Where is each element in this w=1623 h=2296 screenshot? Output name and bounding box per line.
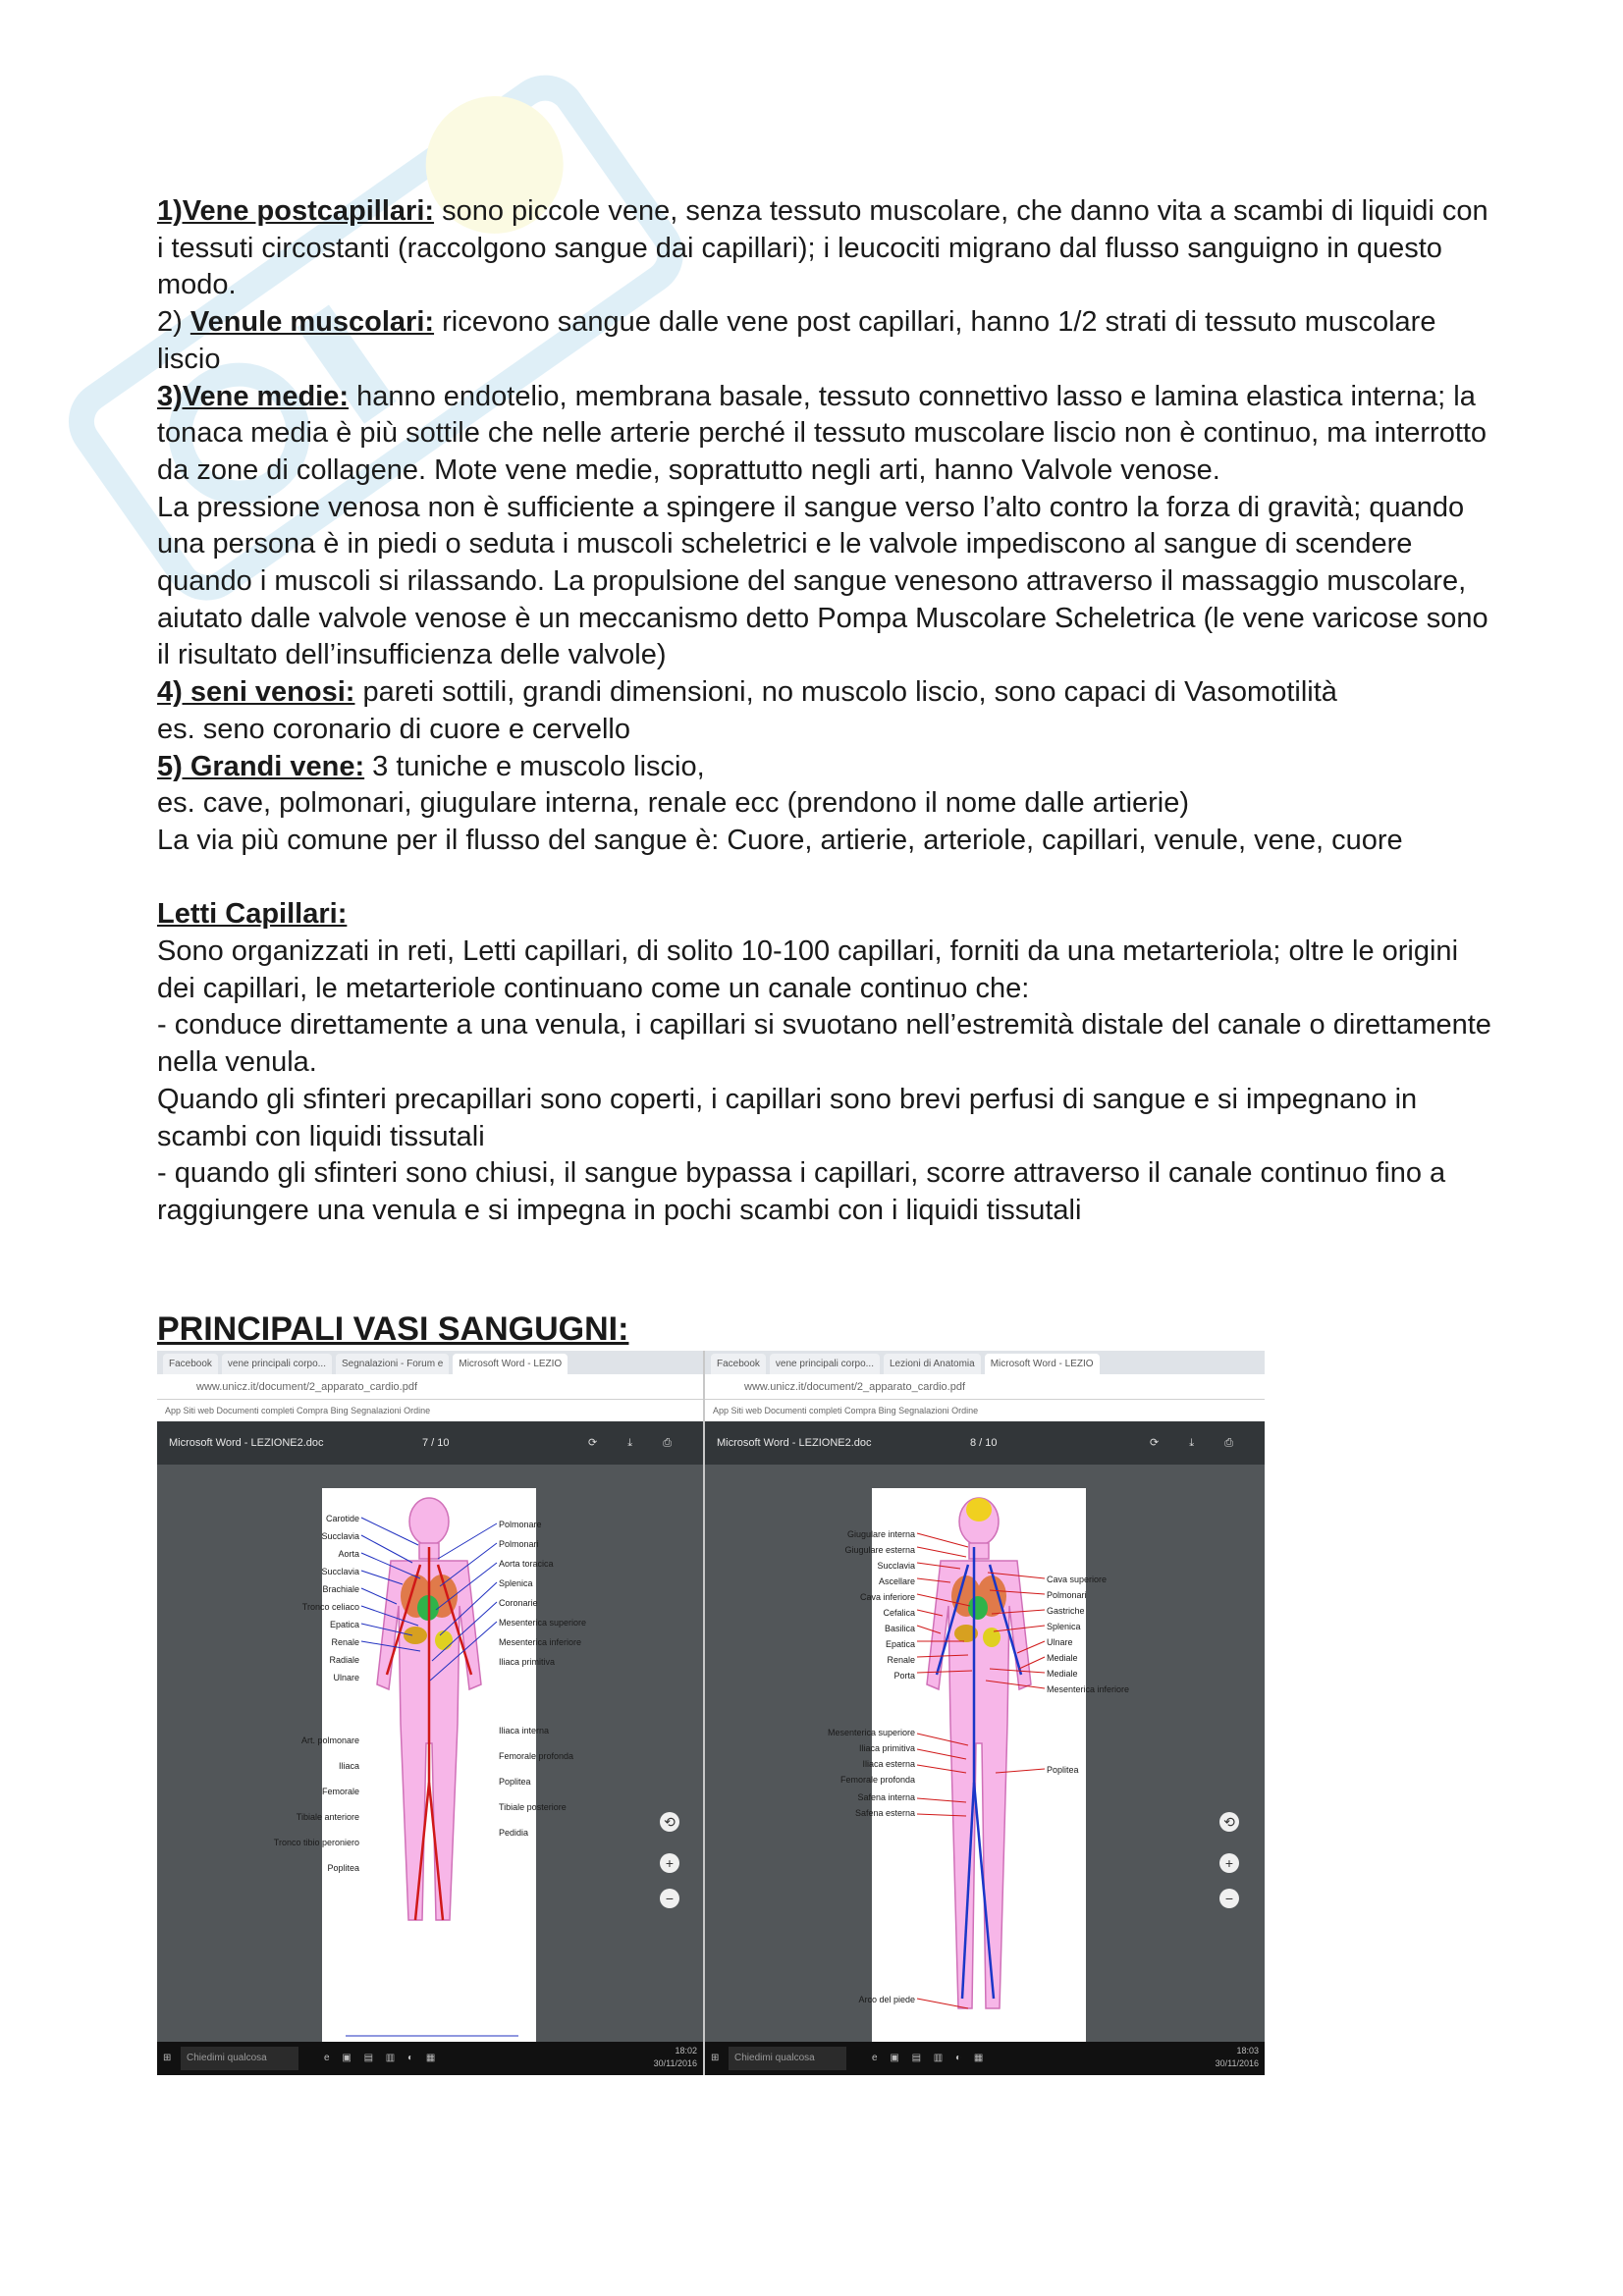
heading-venule-muscolari: Venule muscolari:	[189, 306, 435, 339]
figure-label: Iliaca esterna	[862, 1759, 915, 1769]
example-grandi-vene: es. cave, polmonari, giugulare interna, renale ecc (prendono il nome dalle artierie)	[157, 787, 1190, 820]
heading-letti-capillari: Letti Capillari:	[157, 898, 348, 931]
paragraph-grandi-vene	[157, 749, 1492, 786]
figure-label: Splenica	[1047, 1622, 1081, 1631]
figure-label: Arco del piede	[858, 1995, 915, 2004]
figure-label: Tronco celiaco	[301, 1602, 359, 1612]
figure-label: Polmonari	[499, 1539, 539, 1549]
browser-tab: Segnalazioni - Forum e	[336, 1354, 449, 1374]
figure-label: Aorta	[338, 1549, 359, 1559]
figure-label: Iliaca interna	[499, 1726, 550, 1735]
figure-label: Brachiale	[322, 1584, 359, 1594]
paragraph-flusso-sangue: La via più comune per il flusso del sangue è: Cuore, artierie, arteriole, capillari, venule, vene, cuore	[157, 824, 1403, 856]
figure-label: Splenica	[499, 1578, 533, 1588]
figure-label: Ascellare	[878, 1576, 915, 1586]
figure-label: Polmonari	[1047, 1590, 1087, 1600]
figure-label: Safena interna	[857, 1792, 915, 1802]
embedded-screenshots	[157, 1351, 1265, 2075]
figure-label: Iliaca primitiva	[858, 1743, 915, 1753]
figure-label: Femorale profonda	[499, 1751, 574, 1761]
paragraph-venule-muscolari	[157, 304, 1492, 378]
figure-label: Mediale	[1047, 1669, 1078, 1679]
heading-seni-venosi: 4) seni venosi:	[157, 676, 355, 709]
pdf-page-indicator: 7 / 10	[422, 1437, 450, 1449]
windows-start-icon[interactable]: ⊞	[163, 2053, 172, 2063]
figure-label: Giugulare esterna	[844, 1545, 915, 1555]
figure-label: Porta	[893, 1671, 915, 1681]
figure-label: Poplitea	[1047, 1765, 1079, 1775]
figure-label: Mesenterica inferiore	[1047, 1684, 1130, 1694]
labels-right	[1047, 1575, 1129, 1775]
figure-label: Coronarie	[499, 1598, 538, 1608]
figure-label: Aorta toracica	[499, 1559, 554, 1569]
figure-label: Polmonare	[499, 1520, 542, 1529]
pdf-toolbar	[157, 1421, 703, 1465]
pdf-page	[827, 1488, 1130, 2048]
figure-label: Succlavia	[321, 1531, 359, 1541]
taskbar-date: 30/11/2016	[1215, 2058, 1259, 2068]
zoom-out-button[interactable]: −	[1219, 1889, 1239, 1908]
pdf-tools-icon: ⟳ ⤓ ⎙	[588, 1437, 685, 1449]
fit-page-button[interactable]: ⟲	[660, 1812, 679, 1832]
figure-label: Cefalica	[883, 1608, 915, 1618]
example-seni-venosi: es. seno coronario di cuore e cervello	[157, 713, 630, 745]
pdf-title: Microsoft Word - LEZIONE2.doc	[717, 1437, 872, 1449]
figure-label: Iliaca primitiva	[499, 1657, 556, 1667]
figure-label: Ulnare	[333, 1673, 359, 1682]
pdf-page-indicator: 8 / 10	[970, 1437, 998, 1449]
text-vene-postcapillari: sono piccole vene, senza tessuto muscolare, che danno vita a scambi di liquidi con i tessuti circostanti (raccolgono sangue dai capillari); i leucociti migrano dal flusso sanguigno in questo modo.	[157, 195, 1488, 301]
taskbar-date: 30/11/2016	[653, 2058, 697, 2068]
heading-vene-postcapillari: 1)Vene postcapillari:	[157, 195, 435, 227]
browser-tab: vene principali corpo...	[222, 1354, 332, 1374]
paragraph-sfinteri-coperti: Quando gli sfinteri precapillari sono coperti, i capillari sono brevi perfusi di sangue e si impegnano in scambi con liquidi tissutali	[157, 1083, 1418, 1152]
paragraph-letti-capillari-heading	[157, 896, 1492, 934]
text-venule-muscolari: ricevono sangue dalle vene post capillari, hanno 1/2 strati di tessuto muscolare liscio	[157, 306, 1436, 375]
figure-label: Epatica	[329, 1620, 359, 1629]
figure-label: Carotide	[325, 1514, 359, 1523]
bookmarks-bar: App Siti web Documenti completi Compra Bing Segnalazioni Ordine	[157, 1400, 703, 1422]
zoom-in-button[interactable]: +	[660, 1853, 679, 1873]
figure-label: Femorale	[321, 1787, 359, 1796]
taskbar-clock	[1216, 2045, 1259, 2070]
document-body	[157, 193, 1492, 1230]
figure-label: Pedidia	[499, 1828, 529, 1838]
address-bar: www.unicz.it/document/2_apparato_cardio.pdf	[157, 1374, 703, 1400]
taskbar-clock	[654, 2045, 697, 2070]
paragraph-conduce-venula: - conduce direttamente a una venula, i capillari si svuotano nell’estremità distale del canale o direttamente nella venula.	[157, 1009, 1491, 1079]
taskbar-search[interactable]: Chiedimi qualcosa	[729, 2047, 846, 2070]
pdf-title: Microsoft Word - LEZIONE2.doc	[169, 1437, 324, 1449]
figure-label: Basilica	[884, 1624, 915, 1633]
paragraph-sfinteri-chiusi: - quando gli sfinteri sono chiusi, il sangue bypassa i capillari, scorre attraverso il canale continuo fino a raggiungere una venula e si impegna in pochi scambi con i liquidi tissutali	[157, 1157, 1446, 1226]
fit-page-button[interactable]: ⟲	[1219, 1812, 1239, 1832]
screenshot-arteries	[157, 1351, 705, 2075]
figure-label: Poplitea	[327, 1863, 359, 1873]
figure-label: Mesenterica inferiore	[499, 1637, 582, 1647]
figure-label: Renale	[331, 1637, 359, 1647]
windows-taskbar	[705, 2042, 1265, 2075]
paragraph-seni-venosi	[157, 674, 1492, 712]
figure-label: Ulnare	[1047, 1637, 1073, 1647]
heading-vene-medie: 3)Vene medie:	[157, 380, 350, 412]
figure-label: Epatica	[885, 1639, 915, 1649]
figure-label: Cava superiore	[1047, 1575, 1108, 1584]
browser-tab-active: Microsoft Word - LEZIO	[453, 1354, 568, 1374]
labels-left	[828, 1529, 915, 2004]
figure-label: Mesenterica superiore	[499, 1618, 587, 1628]
figure-label: Succlavia	[321, 1567, 359, 1576]
taskbar-time: 18:03	[1236, 2046, 1259, 2056]
figure-label: Mediale	[1047, 1653, 1078, 1663]
section-title: PRINCIPALI VASI SANGUGNI:	[157, 1310, 629, 1348]
figure-label: Iliaca	[338, 1761, 359, 1771]
figure-label: Safena esterna	[854, 1808, 915, 1818]
figure-label: Tibiale anteriore	[296, 1812, 359, 1822]
windows-taskbar	[157, 2042, 703, 2075]
text-seni-venosi: pareti sottili, grandi dimensioni, no muscolo liscio, sono capaci di Vasomotilità	[354, 676, 1337, 709]
body-silhouette	[927, 1498, 1031, 2008]
browser-tab: Facebook	[711, 1354, 766, 1374]
labels-right	[499, 1520, 586, 1838]
figure-label: Renale	[887, 1655, 915, 1665]
paragraph-pressione-venosa: La pressione venosa non è sufficiente a spingere il sangue verso l’alto contro la forza di gravità; quando una persona è in piedi o seduta i muscoli scheletrici e le valvole impediscono al sangue di scendere quando i muscoli si rilassando. La propulsione del sangue venesono attraverso il massaggio muscolare, aiutato dalle valvole venose è un meccanismo detto Pompa Muscolare Scheletrica (le vene varicose sono il risultato dell’insufficienza delle valvole)	[157, 491, 1488, 671]
figure-label: Poplitea	[499, 1777, 531, 1787]
address-bar: www.unicz.it/document/2_apparato_cardio.pdf	[705, 1374, 1265, 1400]
text-grandi-vene: 3 tuniche e muscolo liscio,	[364, 750, 705, 782]
figure-label: Gastriche	[1047, 1606, 1085, 1616]
figure-label: Cava inferiore	[859, 1592, 915, 1602]
figure-label: Succlavia	[877, 1561, 915, 1571]
arteries-figure	[273, 1488, 587, 2048]
taskbar-app-icons[interactable]: e ▣ ▤ ▥ ◐ ▦	[324, 2053, 441, 2063]
figure-label: Femorale profonda	[839, 1775, 915, 1785]
figure-label: Art. polmonare	[300, 1735, 359, 1745]
browser-tabbar	[705, 1351, 1265, 1374]
labels-left	[274, 1514, 359, 1873]
browser-tab: Facebook	[163, 1354, 218, 1374]
zoom-in-button[interactable]: +	[1219, 1853, 1239, 1873]
browser-tabbar	[157, 1351, 703, 1374]
text-vene-medie: hanno endotelio, membrana basale, tessuto connettivo lasso e lamina elastica interna; la tonaca media è più sottile che nelle arterie perché il tessuto muscolare liscio non è continuo, ma interrotto da zone di collagene. Mote vene medie, soprattutto negli arti, hanno Valvole venose.	[157, 380, 1488, 486]
paragraph-vene-postcapillari	[157, 193, 1492, 304]
figure-label: Tibiale posteriore	[499, 1802, 567, 1812]
taskbar-app-icons[interactable]: e ▣ ▤ ▥ ◐ ▦	[872, 2053, 989, 2063]
number-venule-muscolari: 2)	[157, 306, 190, 339]
figure-label: Radiale	[329, 1655, 359, 1665]
windows-start-icon[interactable]: ⊞	[711, 2053, 720, 2063]
taskbar-search[interactable]: Chiedimi qualcosa	[181, 2047, 298, 2070]
paragraph-letti-capillari: Sono organizzati in reti, Letti capillari, di solito 10-100 capillari, forniti da una metarteriola; oltre le origini dei capillari, le metarteriole continuano come un canale continuo che:	[157, 935, 1459, 1004]
figure-label: Mesenterica superiore	[827, 1728, 915, 1737]
browser-tab: vene principali corpo...	[770, 1354, 880, 1374]
taskbar-time: 18:02	[675, 2046, 697, 2056]
browser-tab: Lezioni di Anatomia	[884, 1354, 981, 1374]
veins-figure	[827, 1488, 1130, 2048]
pdf-page	[273, 1488, 587, 2048]
paragraph-vene-medie	[157, 379, 1492, 490]
pdf-tools-icon: ⟳ ⤓ ⎙	[1150, 1437, 1247, 1449]
screenshot-veins	[705, 1351, 1265, 2075]
figure-label: Giugulare interna	[846, 1529, 915, 1539]
heading-grandi-vene: 5) Grandi vene:	[157, 750, 365, 782]
brain-shape	[966, 1498, 992, 1522]
zoom-out-button[interactable]: −	[660, 1889, 679, 1908]
pdf-toolbar	[705, 1421, 1265, 1465]
browser-tab-active: Microsoft Word - LEZIO	[985, 1354, 1100, 1374]
bookmarks-bar: App Siti web Documenti completi Compra Bing Segnalazioni Ordine	[705, 1400, 1265, 1422]
figure-label: Tronco tibio peroniero	[273, 1838, 359, 1847]
